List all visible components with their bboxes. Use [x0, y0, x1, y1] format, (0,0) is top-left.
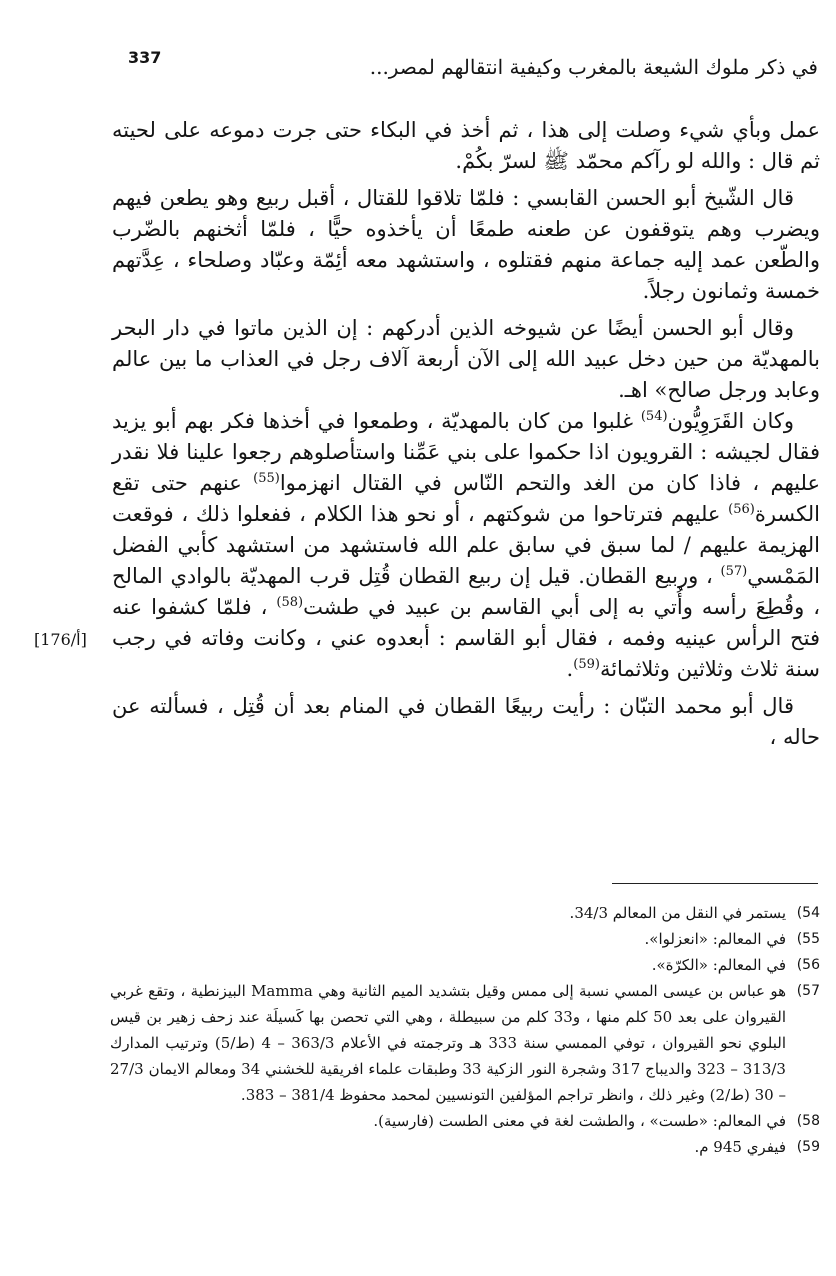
text-run: عليهم فترتاحوا من شوكتهم ، أو نحو هذا الكلام ، ففعلوا ذلك ، فوقعت الهزيمة عليهم / لما سبق في سابق علم الله فاستشهد من استشهد كأبي الفضل المَمْسي: [112, 502, 820, 588]
footnote: [110, 1108, 820, 1134]
main-text: [112, 115, 820, 753]
footnote-ref-54[interactable]: (54): [640, 409, 668, 424]
footnote-number: 59): [796, 1139, 820, 1155]
text-run: ، فلمّا كشفوا عنه فتح الرأس عينيه وفمه ، فقال أبو القاسم : أبعدوه عني ، وكانت وفاته في رجب سنة ثلاث وثلاثين وثلاثمائة: [112, 595, 820, 681]
paragraph-1: عمل وبأي شيء وصلت إلى هذا ، ثم أخذ في البكاء حتى جرت دموعه على لحيته ثم قال : والله لو رآكم محمّد ﷺ لسرّ بكُمْ.: [112, 118, 820, 173]
footnote: [110, 900, 820, 926]
footnote-text: هو عباس بن عيسى المسي نسبة إلى ممس وقيل بتشديد الميم الثانية وهي Mamma البيزنطية ، وتقع غربي القيروان على بعد 50 كلم منها ، و33 كلم من سبيطلة ، وهي التي تحصن بها كَسيلَة عند زحف زهير بن قيس البلوي نحو القيروان ، توفي الممسي سنة 333 هـ وترجمته في الأعلام 363/3 – 4 (ط/5) وترتيب المدارك 313/3 – 323 والديباج 317 وشجرة النور الزكية 33 وطبقات علماء افريقية للخشني 34 ومعالم الايمان 27/3 – 30 (ط/2) وغير ذلك ، وانظر تراجم المؤلفين التونسيين لمحمد محفوظ 381/4 – 383.: [110, 982, 786, 1104]
footnote-text: يستمر في النقل من المعالم 34/3.: [569, 904, 786, 922]
footnote: [110, 1134, 820, 1160]
footnote: [110, 952, 820, 978]
footnote: [110, 978, 820, 1108]
running-title: في ذكر ملوك الشيعة بالمغرب وكيفية انتقالهم لمصر...: [369, 55, 818, 79]
footnote-number: 54): [796, 905, 820, 921]
footnote-ref-56[interactable]: (56): [728, 502, 755, 517]
footnote-text: في المعالم: «الكرّة».: [651, 956, 786, 974]
footnote-ref-58[interactable]: (58): [276, 595, 304, 610]
text-run: .: [566, 657, 574, 681]
footnote-text: في المعالم: «انعزلوا».: [644, 930, 786, 948]
page-number: 337: [128, 48, 162, 67]
footnote-number: 58): [796, 1113, 820, 1129]
footnote-number: 55): [796, 931, 820, 947]
footnote-ref-55[interactable]: (55): [253, 471, 280, 486]
text-run: عنهم حتى تقع الكسرة: [112, 471, 820, 526]
footnote-number: 56): [796, 957, 820, 973]
manuscript-folio-marker: [176/أ]: [34, 630, 87, 649]
footnote-separator: [612, 883, 818, 884]
text-run: ، وربيع القطان. قيل إن ربيع القطان قُتِل قرب المهديّة بالوادي المالح ، وقُطِعَ رأسه وأُتي به إلى أبي القاسم بن عبيد في طشت: [112, 564, 820, 619]
paragraph-2: قال الشّيخ أبو الحسن القابسي : فلمّا تلاقوا للقتال ، أقبل ربيع وهو يطعن فيهم ويضرب وهم يتوقفون عن طعنه طمعًا أن يأخذوه حيًّا ، فلمّا أثخنهم بالضّرب والطّعن عمد إليه جماعة منهم فقتلوه ، واستشهد معه أئِمّة وعبّاد وصلحاء ، عِدَّتهم خمسة وثمانون رجلاً.: [112, 186, 820, 303]
footnote-text: فيفري 945 م.: [694, 1138, 786, 1156]
footnote-ref-59[interactable]: (59): [573, 657, 600, 672]
paragraph-5: قال أبو محمد التبّان : رأيت ربيعًا القطان في المنام بعد أن قُتِل ، فسألته عن حاله ،: [112, 694, 820, 749]
footnote-number: 57): [796, 983, 820, 999]
footnote-ref-57[interactable]: (57): [720, 564, 748, 579]
text-run: غلبوا من كان بالمهديّة ، وطمعوا في أخذها فكر بهم أبو يزيد فقال لجيشه : القرويون اذا حكموا على بني عَمِّنا واستأصلوهم رجعوا علينا فلا نقدر عليهم ، فاذا كان من الغد والتحم النّاس في القتال انهزموا: [112, 409, 821, 495]
footnote-text: في المعالم: «طست» ، والطشت لغة في معنى الطست (فارسية).: [373, 1112, 786, 1130]
text-run: وكان القَرَوِيُّون: [667, 409, 794, 433]
paragraph-3: وقال أبو الحسن أيضًا عن شيوخه الذين أدركهم : إن الذين ماتوا في دار البحر بالمهديّة من حين دخل عبيد الله إلى الآن أربعة آلاف رجل في العذاب ما بين عالم وعابد ورجل صالح» اهـ.: [112, 316, 820, 402]
footnote: [110, 926, 820, 952]
paragraph-4: [112, 406, 820, 685]
footnotes: [110, 900, 820, 1160]
